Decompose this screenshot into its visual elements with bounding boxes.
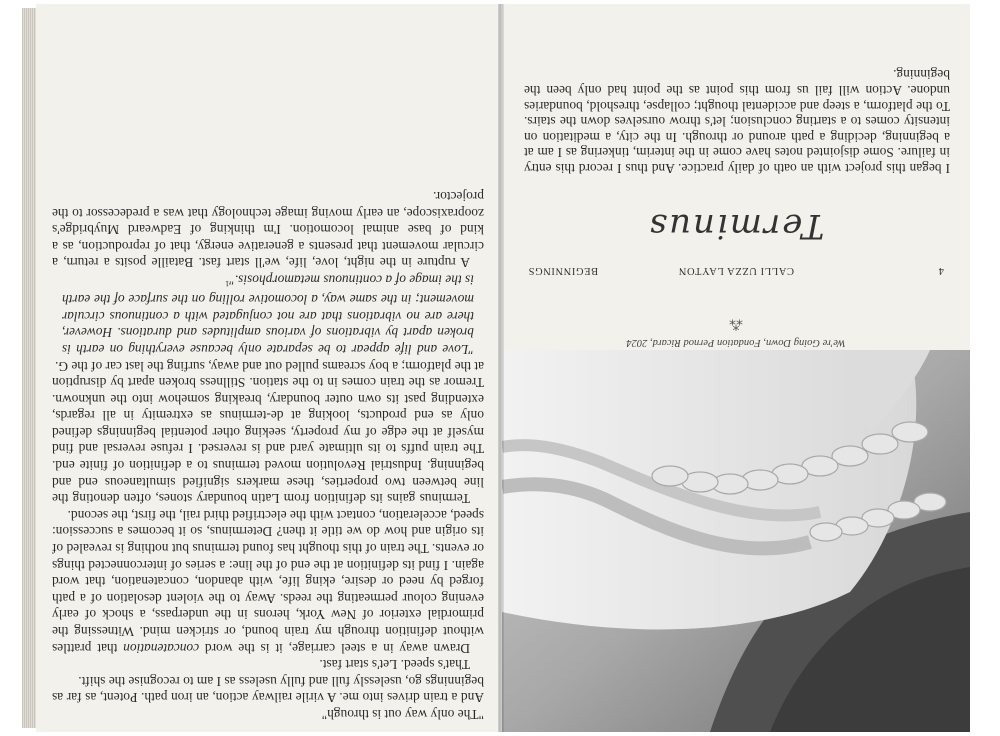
photo-caption: We're Going Down, Fondation Pernod Ricard, 2024 (626, 337, 846, 348)
left-page-photo-and-intro (502, 4, 970, 732)
paragraph-text: Drawn away in a steel carriage, it is the word (199, 640, 470, 656)
handwritten-title: Terminus (647, 206, 825, 246)
essay-paragraph: Terminus gains its definition from Latin boundary stones, often denoting the line between two properties, these markers signified simultaneous end and beginning. Industrial Revolution moved terminus to a definition of finite end. The train puffs to its ultimate yard and is reversed. I refuse reversal and find myself at the edge of my property, seeking other potential beginnings defined only as end products, looking at de-terminus as extremity in all regards, extending past its own outer boundary, breaking somehow into the unknown. Tremor as the train comes in to the station. Stillness broken apart by disruption at the platform; a boy screams pulled out and away, surfing the last car of the G. (52, 358, 484, 507)
epigraph: "The only way out is through" (321, 707, 484, 722)
author-name: CALLI UZZA LAYTON (678, 265, 794, 276)
asterism-ornament: ⁂ (729, 316, 743, 331)
block-quote (52, 271, 484, 357)
intro-paragraph (524, 67, 950, 176)
paragraph-text: that prattles without definition through my train bound, or stricken mind. Witnessing the primordial exterior of New York, herons in the underpass, a shock of early evening colour permeating the reeds. Away to the violent desolation of a path forged by need or desire, eking life, with abandon, concatenation, that word again. I find its definition at the end of the line: a series of interconnected things or events. The train of this thought has found terminus but nothing is revealed of its origin and how do we title it then? Determinus, so it becomes a succession: speed, acceleration, contact with the electrified third rail, the first, the second. (52, 507, 484, 656)
footnote-marker: 1 (225, 278, 230, 288)
intro-text: I began this project with an oath of daily practice. And thus I record this entry in failure. Some disjointed notes have come in the interim, tinkering as I am at a beginning, deciding a path around or through. In the city, a meditation on intensity comes to a starting conclusion; let's throw ourselves down the stairs. To the platform, a steep and accidental thought; collapse, threshold, boundaries undone. Action will fail us from this point as the point had only been the beginning. (524, 67, 950, 176)
braided-hair-photo (502, 350, 970, 732)
essay-paragraph: That's speed. Let's start fast. (319, 657, 470, 673)
right-page-text (36, 4, 498, 732)
essay-body (52, 188, 484, 722)
essay-paragraph: And a train drives into me. A virile railway action, an iron path. Potent, as far as beginnings go, uselessly full and fully useless as I am to recognise the shift. (52, 673, 484, 706)
page-number: 4 (938, 265, 944, 276)
section-name: BEGINNINGS (528, 265, 599, 276)
italic-term: concatenation (123, 640, 200, 656)
essay-paragraph (52, 506, 484, 655)
photo-image (502, 350, 970, 732)
running-head (528, 262, 944, 276)
quote-text: "Love and life appear to be separate only because everything on earth is broken apart by vibrations of various amplitudes and durations. However, there are no vibrations that are not conjugated with a continuous circular movement; in the same way, a locomotive rolling on the surface of the earth is the image of a continuous metamorphosis." (62, 272, 474, 357)
page-edges (22, 8, 36, 728)
essay-paragraph: A rupture in the night, love, life, we'll start fast. Bataille posits a return, a circular movement that presents a generative energy, that of reproduction, as a kind of base animal locomotion. I'm thinking of Eadweard Muybridge's zoopraxiscope, an early moving image technology that was a predecessor to the projector. (52, 189, 484, 271)
